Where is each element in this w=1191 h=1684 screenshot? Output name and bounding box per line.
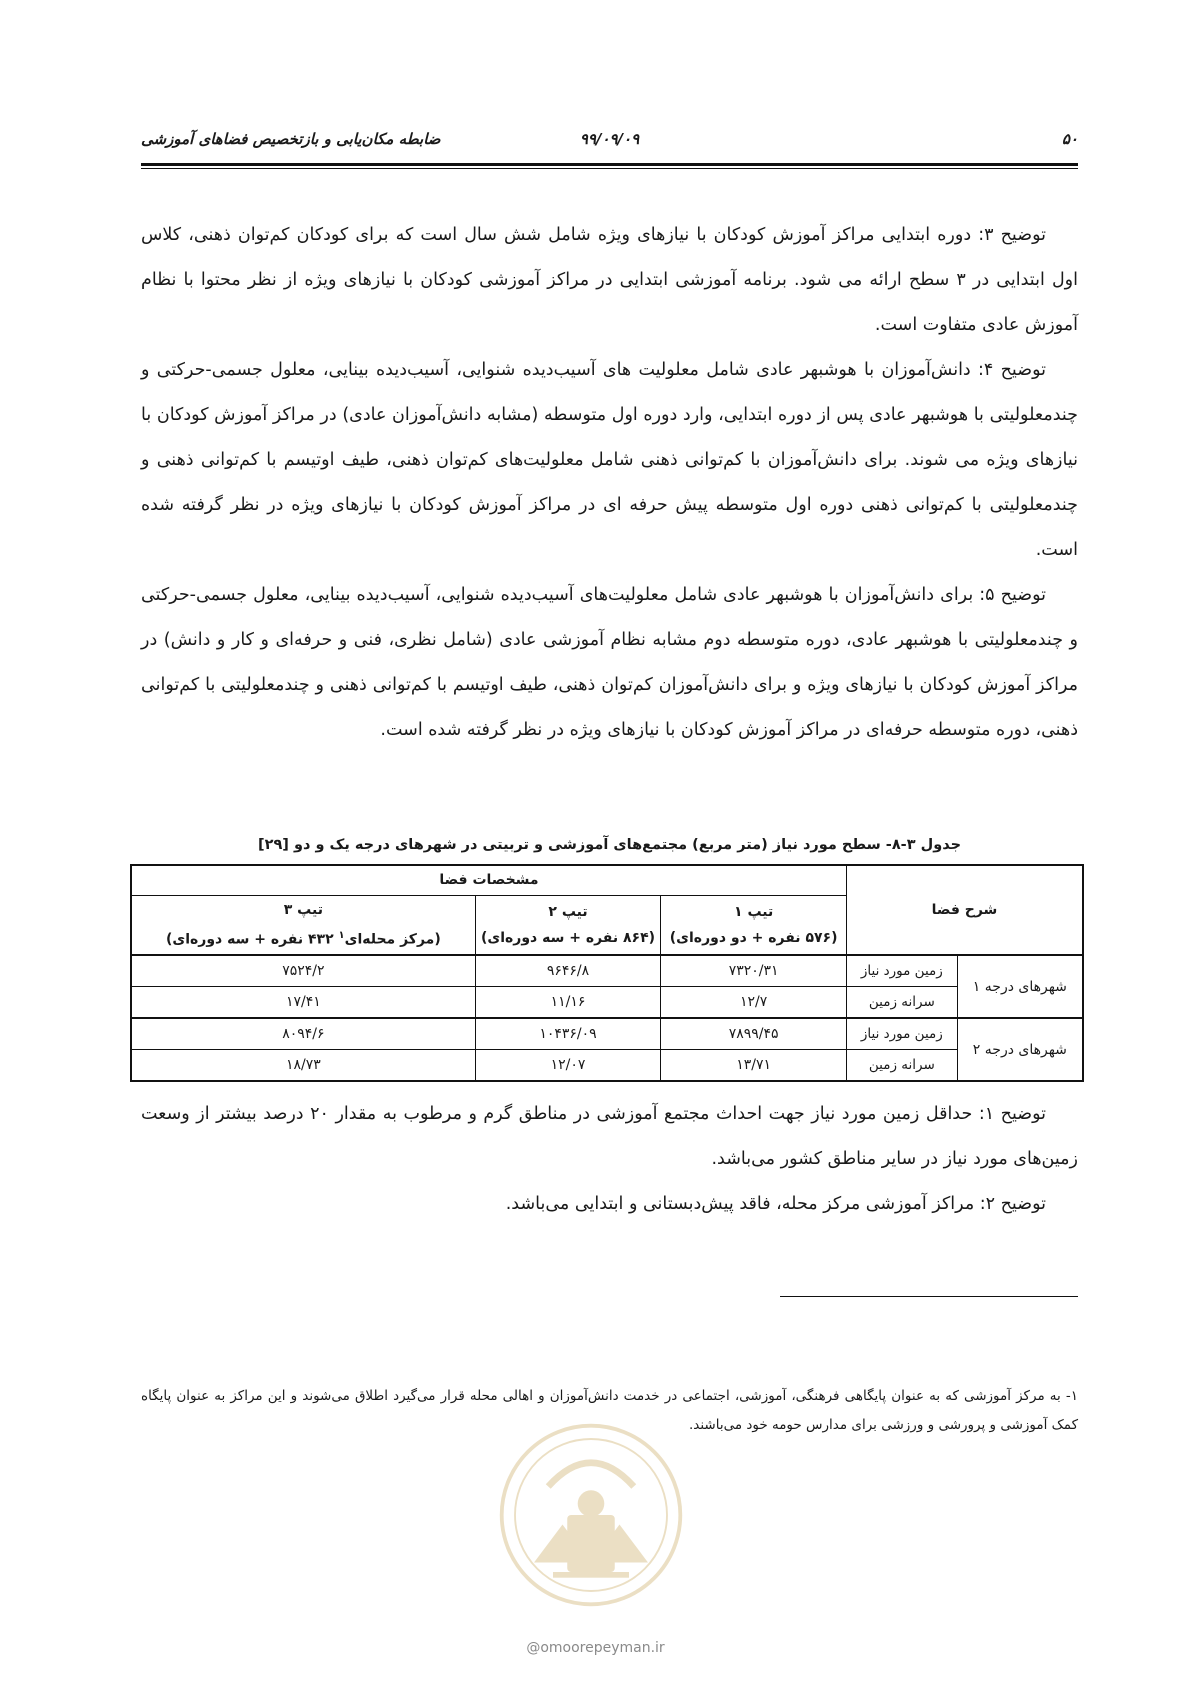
row-label: زمین مورد نیاز	[846, 1018, 957, 1050]
table-cell: ۱۸/۷۳	[131, 1050, 475, 1082]
table-row	[131, 987, 1083, 1019]
header-rule-thin	[141, 168, 1078, 169]
body-paragraphs-bottom	[141, 1092, 1078, 1227]
type-3-header	[131, 895, 475, 955]
table-row	[131, 955, 1083, 987]
type-1-title: تیپ ۱	[734, 903, 774, 920]
footnote-ref: ۱	[338, 929, 345, 941]
watermark-url: @omoorepeyman.ir	[526, 1640, 665, 1656]
desc-header: شرح فضا	[846, 865, 1083, 955]
table-caption: جدول ۳-۸- سطح مورد نیاز (متر مربع) مجتمع‌های آموزشی و تربیتی در شهرهای درجه یک و دو [۲۹]	[257, 837, 962, 853]
table-cell: ۷۵۲۴/۲	[131, 955, 475, 987]
row-label: سرانه زمین	[846, 1050, 957, 1082]
space-specs-header: مشخصات فضا	[131, 865, 846, 895]
table-cell: ۷۳۲۰/۳۱	[661, 955, 847, 987]
table-cell: ۷۸۹۹/۴۵	[661, 1018, 847, 1050]
row-label: زمین مورد نیاز	[846, 955, 957, 987]
table-cell: ۱۲/۰۷	[475, 1050, 661, 1082]
group-label: شهرهای درجه ۲	[957, 1018, 1083, 1081]
table-cell: ۸۰۹۴/۶	[131, 1018, 475, 1050]
table-cell: ۱۳/۷۱	[661, 1050, 847, 1082]
row-label: سرانه زمین	[846, 987, 957, 1019]
table-cell: ۱۰۴۳۶/۰۹	[475, 1018, 661, 1050]
type-2-header	[475, 895, 661, 955]
table-row	[131, 1050, 1083, 1082]
type-2-title: تیپ ۲	[548, 903, 588, 920]
type-2-subtitle: (۸۶۴ نفره + سه دوره‌ای)	[480, 929, 656, 946]
table-cell: ۹۶۴۶/۸	[475, 955, 661, 987]
paragraph-table-note-1: توضیح ۱: حداقل زمین مورد نیاز جهت احداث مجتمع آموزشی در مناطق گرم و مرطوب به مقدار ۲۰ درصد بیشتر از وسعت زمین‌های مورد نیاز در سایر مناطق کشور می‌باشد.	[141, 1104, 1078, 1169]
body-paragraphs-top	[141, 213, 1078, 753]
paragraph-note-3: توضیح ۳: دوره ابتدایی مراکز آموزش کودکان با نیازهای ویژه شامل شش سال است که برای کودکان کم‌توان ذهنی، کلاس اول ابتدایی در ۳ سطح ارائه می شود. برنامه آموزشی ابتدایی در مراکز آموزشی کودکان با نیازهای ویژه از نظر محتوا با نظام آموزش عادی متفاوت است.	[141, 225, 1078, 335]
paragraph-note-4: توضیح ۴: دانش‌آموزان با هوشبهر عادی شامل معلولیت های آسیب‌دیده شنوایی، آسیب‌دیده بینایی، معلول جسمی-حرکتی و چندمعلولیتی با هوشبهر عادی پس از دوره ابتدایی، وارد دوره اول متوسطه (مشابه دانش‌آموزان عادی) در مراکز آموزش کودکان با نیازهای ویژه می شوند. برای دانش‌آموزان با کم‌توانی ذهنی شامل معلولیت‌های کم‌توان ذهنی، طیف اوتیسم با کم‌توانی ذهنی و چندمعلولیتی با کم‌توانی ذهنی دوره اول متوسطه پیش حرفه ای در مراکز آموزش کودکان با نیازهای ویژه در نظر گرفته شده است.	[141, 360, 1078, 560]
header-title: ضابطه مکان‌یابی و بازتخصیص فضاهای آموزشی	[141, 130, 441, 148]
type-3-title: تیپ ۳	[283, 901, 323, 918]
footnote-separator	[780, 1296, 1078, 1297]
type-3-subtitle-part-2: ۴۳۲ نفره + سه دوره‌ای)	[165, 931, 339, 948]
type-1-subtitle: (۵۷۶ نفره + دو دوره‌ای)	[669, 929, 838, 946]
type-1-header	[661, 895, 847, 955]
watermark-seal-logo	[496, 1420, 686, 1610]
header-date: ۹۹/۰۹/۰۹	[579, 130, 640, 148]
table-cell: ۱۱/۱۶	[475, 987, 661, 1019]
table-cell: ۱۲/۷	[661, 987, 847, 1019]
page-header	[141, 130, 1078, 160]
type-3-subtitle	[132, 923, 475, 953]
land-area-table	[130, 864, 1084, 1082]
table-row	[131, 1018, 1083, 1050]
paragraph-note-5: توضیح ۵: برای دانش‌آموزان با هوشبهر عادی شامل معلولیت‌های آسیب‌دیده شنوایی، آسیب‌دیده بینایی، معلول جسمی-حرکتی و چندمعلولیتی با هوشبهر عادی، دوره متوسطه دوم مشابه نظام آموزشی عادی (شامل نظری، فنی و حرفه‌ای و کار و دانش) در مراکز آموزش کودکان با نیازهای ویژه و برای دانش‌آموزان کم‌توان ذهنی، طیف اوتیسم با کم‌توانی ذهنی و چندمعلولیتی با کم‌توانی ذهنی، دوره متوسطه حرفه‌ای در مراکز آموزش کودکان با نیازهای ویژه در نظر گرفته شده است.	[141, 585, 1078, 740]
table-cell: ۱۷/۴۱	[131, 987, 475, 1019]
page-number: ۵۰	[1061, 130, 1078, 148]
header-rule-thick	[141, 163, 1078, 166]
footnote-text: ۱- به مرکز آموزشی که به عنوان پایگاهی فرهنگی، آموزشی، اجتماعی در خدمت دانش‌آموزان و اهالی محله قرار می‌گیرد اطلاق می‌شوند و این مراکز به عنوان پایگاه کمک آموزشی و پرورشی و ورزشی برای مدارس حومه خود می‌باشند.	[141, 1388, 1078, 1433]
type-3-subtitle-part-1: (مرکز محله‌ای	[344, 931, 441, 948]
paragraph-table-note-2: توضیح ۲: مراکز آموزشی مرکز محله، فاقد پیش‌دبستانی و ابتدایی می‌باشد.	[505, 1194, 1046, 1214]
group-label: شهرهای درجه ۱	[957, 955, 1083, 1018]
